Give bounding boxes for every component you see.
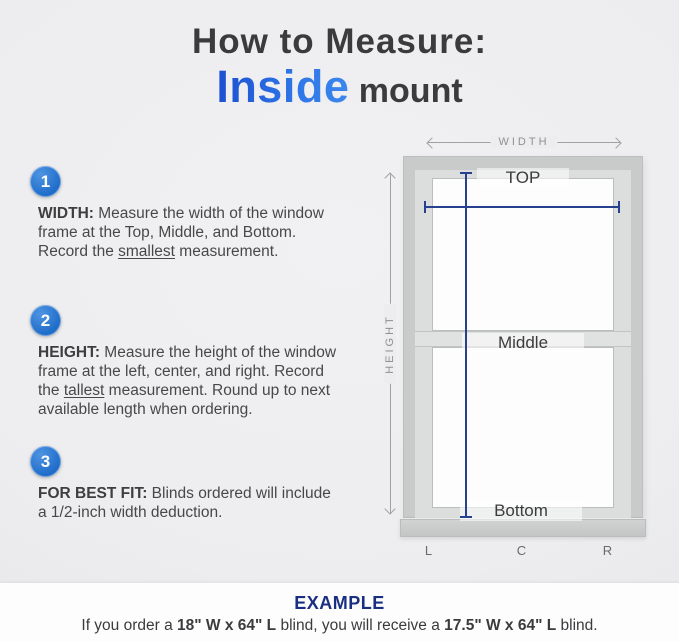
width-measure-line <box>424 206 620 208</box>
step-1-text <box>38 204 340 261</box>
label-middle: Middle <box>462 333 584 353</box>
page-header <box>0 22 679 112</box>
step-1-body: Measure the width of the window frame at the Top, Middle, and Bottom. Record the <box>38 205 324 260</box>
step-1-emphasis: smallest <box>118 243 175 260</box>
page-subtitle <box>0 61 679 112</box>
example-text-after: blind. <box>556 617 598 634</box>
example-text <box>0 617 679 635</box>
step-2-body: Measure the height of the window frame at the left, center, and right. Record the <box>38 344 337 399</box>
page-title: How to Measure: <box>191 22 488 61</box>
example-text-before: If you order a <box>81 617 178 634</box>
step-2-body-end: measurement. Round up to next available length when ordering. <box>38 382 331 418</box>
subtitle-accent: Inside <box>216 61 350 112</box>
height-measure-cap-bottom <box>460 516 472 518</box>
arrow-up-icon <box>384 172 395 183</box>
step-2-text <box>38 343 340 419</box>
label-top: TOP <box>477 168 569 188</box>
step-2-label: HEIGHT: <box>38 344 100 361</box>
arrow-right-icon <box>610 137 621 148</box>
height-axis-label: HEIGHT <box>384 304 396 384</box>
height-measure-line <box>465 172 467 518</box>
example-ordered-size: 18" W x 64" L <box>177 617 277 634</box>
width-measure-cap-right <box>618 201 620 213</box>
step-3-text <box>38 484 340 522</box>
step-1-badge: 1 <box>30 166 61 197</box>
arrow-left-icon <box>426 137 437 148</box>
step-1-body-end: measurement. <box>175 243 279 260</box>
step-1-label: WIDTH: <box>38 205 94 222</box>
window-pane-upper <box>432 178 614 331</box>
step-2-badge: 2 <box>30 305 61 336</box>
example-received-size: 17.5" W x 64" L <box>444 617 557 634</box>
height-measure-cap-top <box>460 172 472 174</box>
example-section <box>0 583 679 642</box>
step-2-emphasis: tallest <box>63 382 105 399</box>
label-bottom: Bottom <box>460 501 582 521</box>
step-3-body: Blinds ordered will include a 1/2-inch width deduction. <box>38 485 331 521</box>
label-center-position: C <box>516 543 528 558</box>
width-axis-label: WIDTH <box>490 136 557 148</box>
step-best-fit <box>30 446 346 522</box>
window-pane-lower <box>432 347 614 508</box>
arrow-down-icon <box>384 503 395 514</box>
example-heading: EXAMPLE <box>294 593 385 613</box>
step-3-badge: 3 <box>30 446 61 477</box>
label-left-position: L <box>424 543 434 558</box>
step-width <box>30 166 346 261</box>
step-3-label: FOR BEST FIT: <box>38 485 148 502</box>
width-measure-cap-left <box>424 201 426 213</box>
step-height <box>30 305 346 419</box>
label-right-position: R <box>602 543 614 558</box>
example-text-middle: blind, you will receive a <box>276 617 445 634</box>
subtitle-suffix: mount <box>349 72 463 110</box>
